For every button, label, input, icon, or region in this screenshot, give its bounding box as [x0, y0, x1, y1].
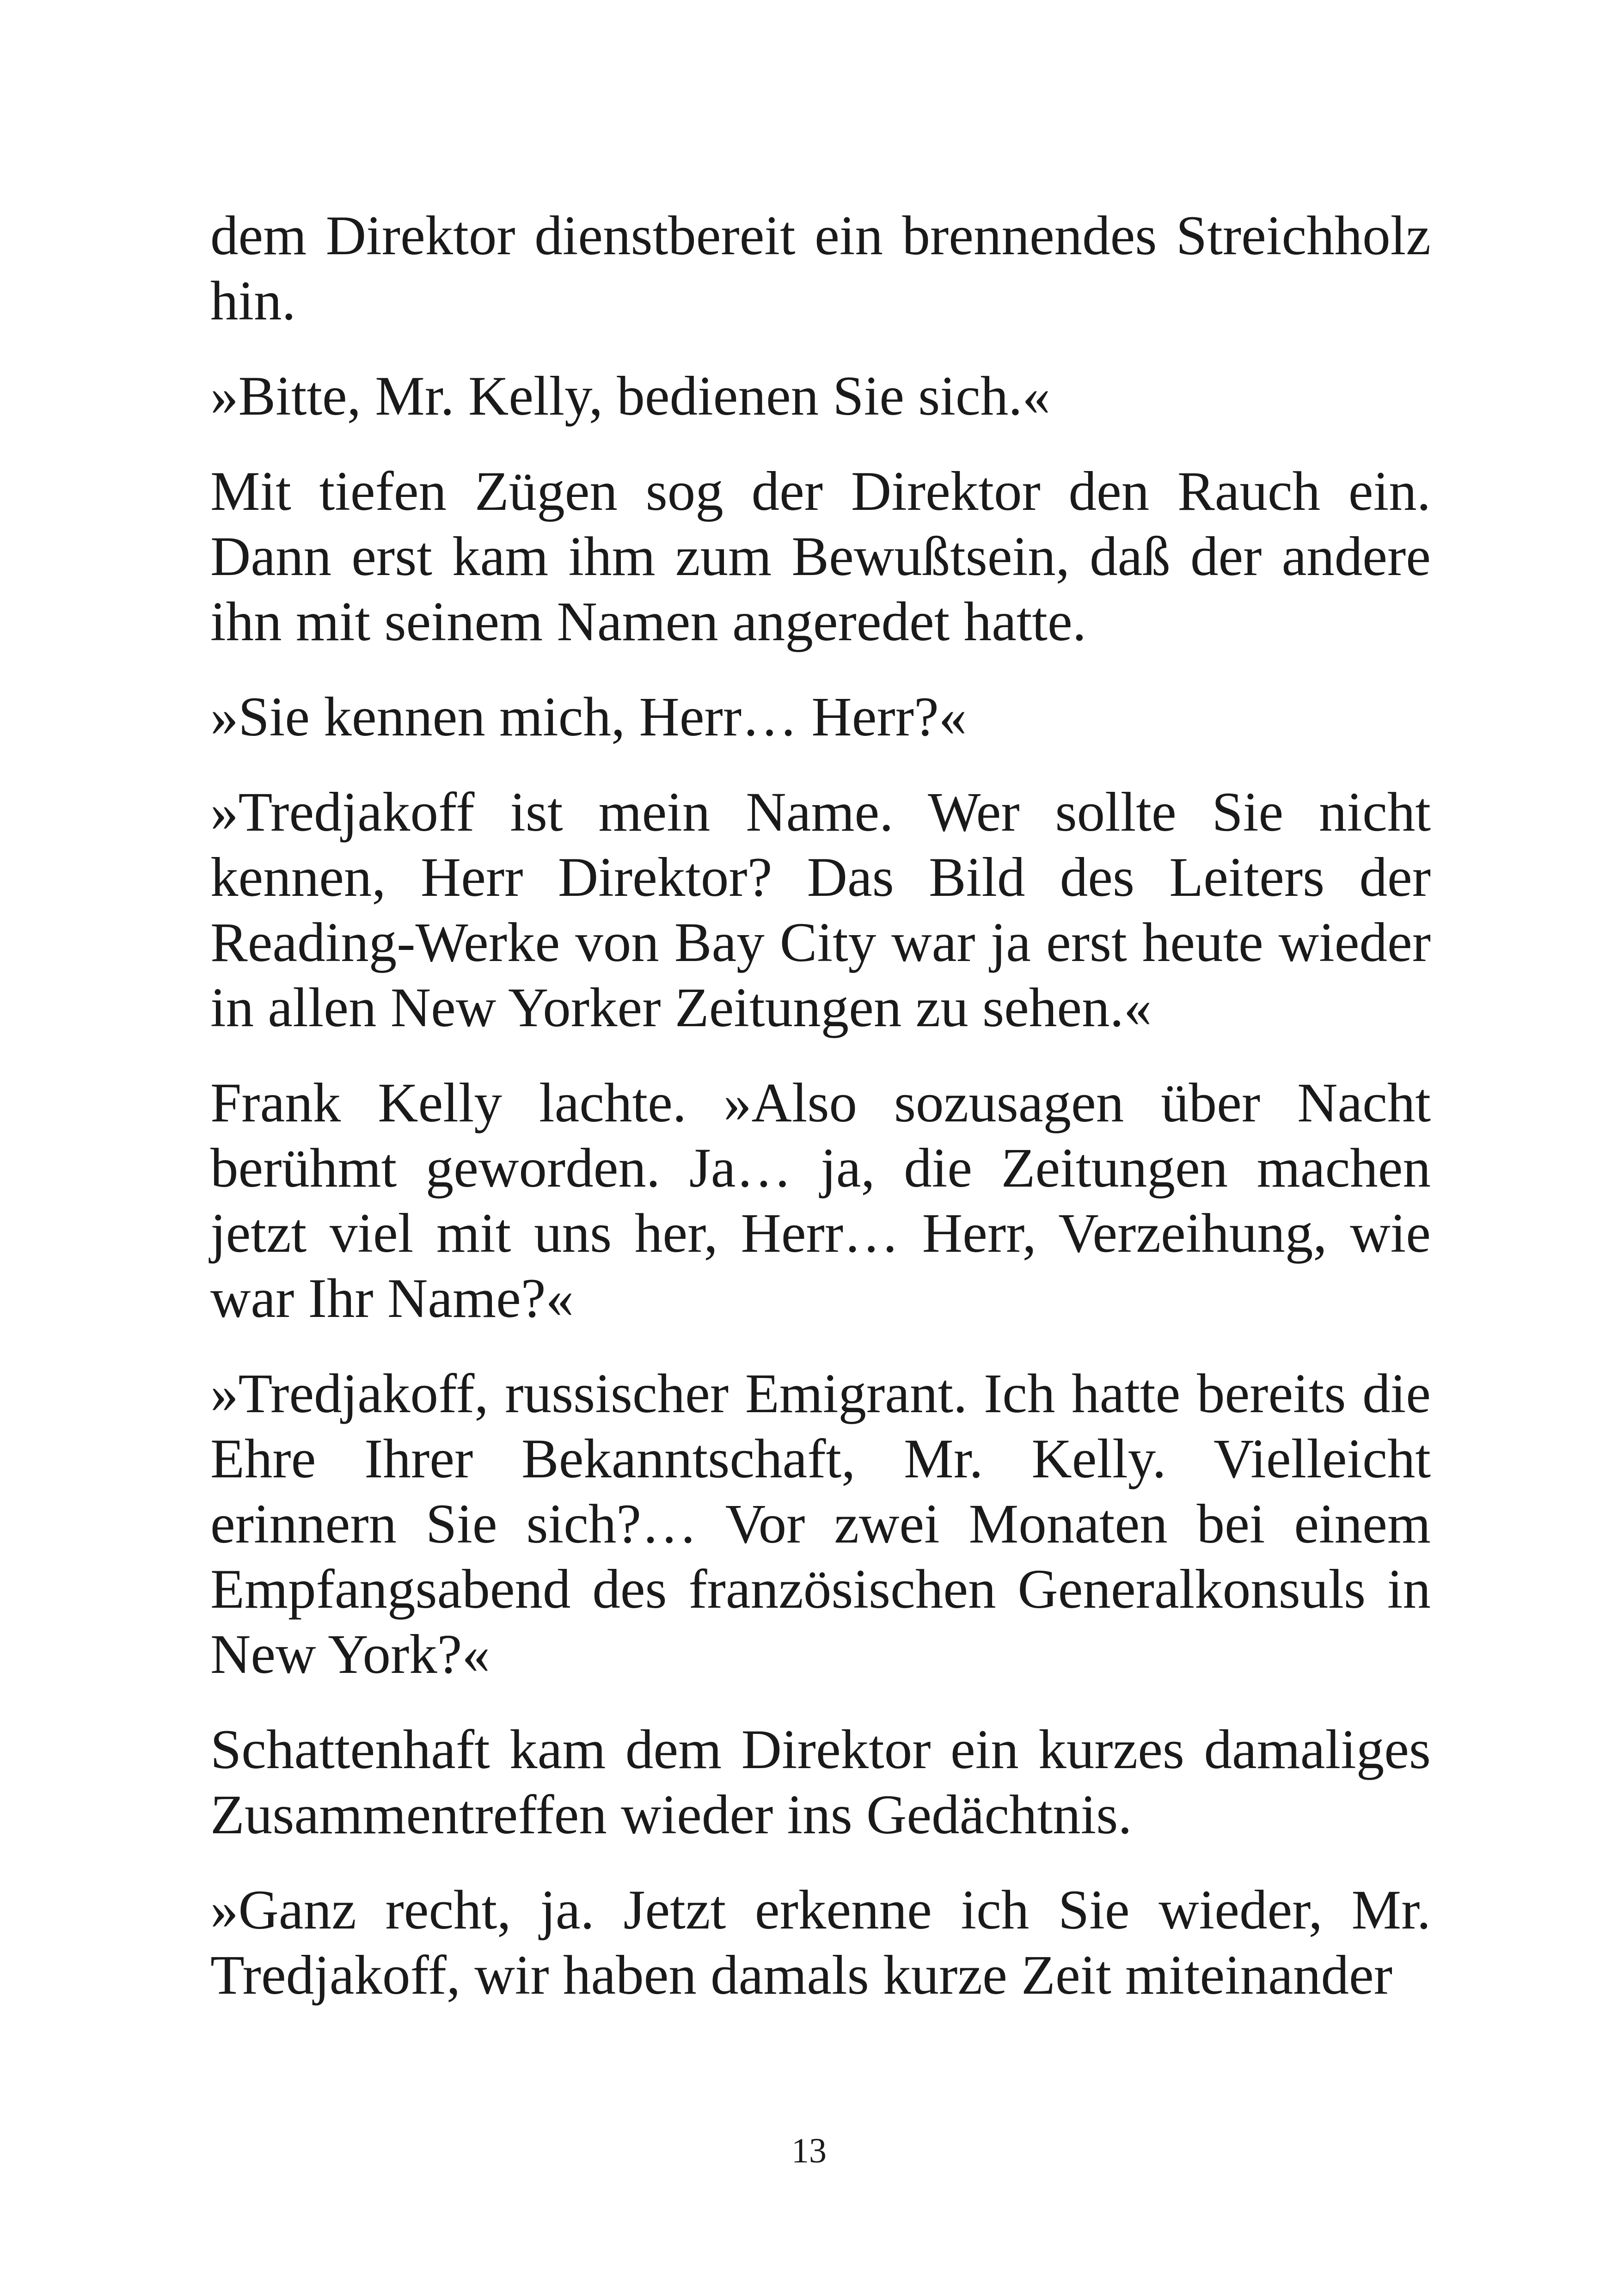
- paragraph-9: »Ganz recht, ja. Jetzt erkenne ich Sie wieder, Mr. Tredjakoff, wir haben damals kurze Zeit miteinander: [210, 1879, 1431, 2006]
- paragraph-6: Frank Kelly lachte. »Also sozusagen über Nacht berühmt geworden. Ja… ja, die Zeitungen machen jetzt viel mit uns her, Herr… Herr, Verzeihung, wie war Ihr Name?«: [210, 1072, 1431, 1329]
- body-text: [210, 203, 1431, 2038]
- paragraph-3: Mit tiefen Zügen sog der Direktor den Rauch ein. Dann erst kam ihm zum Bewußtsein, daß der andere ihn mit seinem Namen angeredet hatte.: [210, 460, 1431, 653]
- paragraph-1: dem Direktor dienstbereit ein brennendes Streichholz hin.: [210, 205, 1431, 332]
- paragraph-2: »Bitte, Mr. Kelly, bedienen Sie sich.«: [210, 365, 1050, 427]
- paragraph-7: »Tredjakoff, russischer Emigrant. Ich hatte bereits die Ehre Ihrer Bekanntschaft, Mr. Kelly. Vielleicht erinnern Sie sich?… Vor zwei Monaten bei einem Empfangsabend des französischen Generalkonsuls in New York?«: [210, 1363, 1431, 1685]
- page-number: 13: [791, 2131, 827, 2170]
- paragraph-5: »Tredjakoff ist mein Name. Wer sollte Sie nicht kennen, Herr Direktor? Das Bild des Leiters der Reading-Werke von Bay City war ja erst heute wieder in allen New Yorker Zeitungen zu sehen.«: [210, 781, 1431, 1039]
- paragraph-8: Schattenhaft kam dem Direktor ein kurzes damaliges Zusammentreffen wieder ins Gedächtnis.: [210, 1719, 1431, 1846]
- paragraph-4: »Sie kennen mich, Herr… Herr?«: [210, 686, 967, 748]
